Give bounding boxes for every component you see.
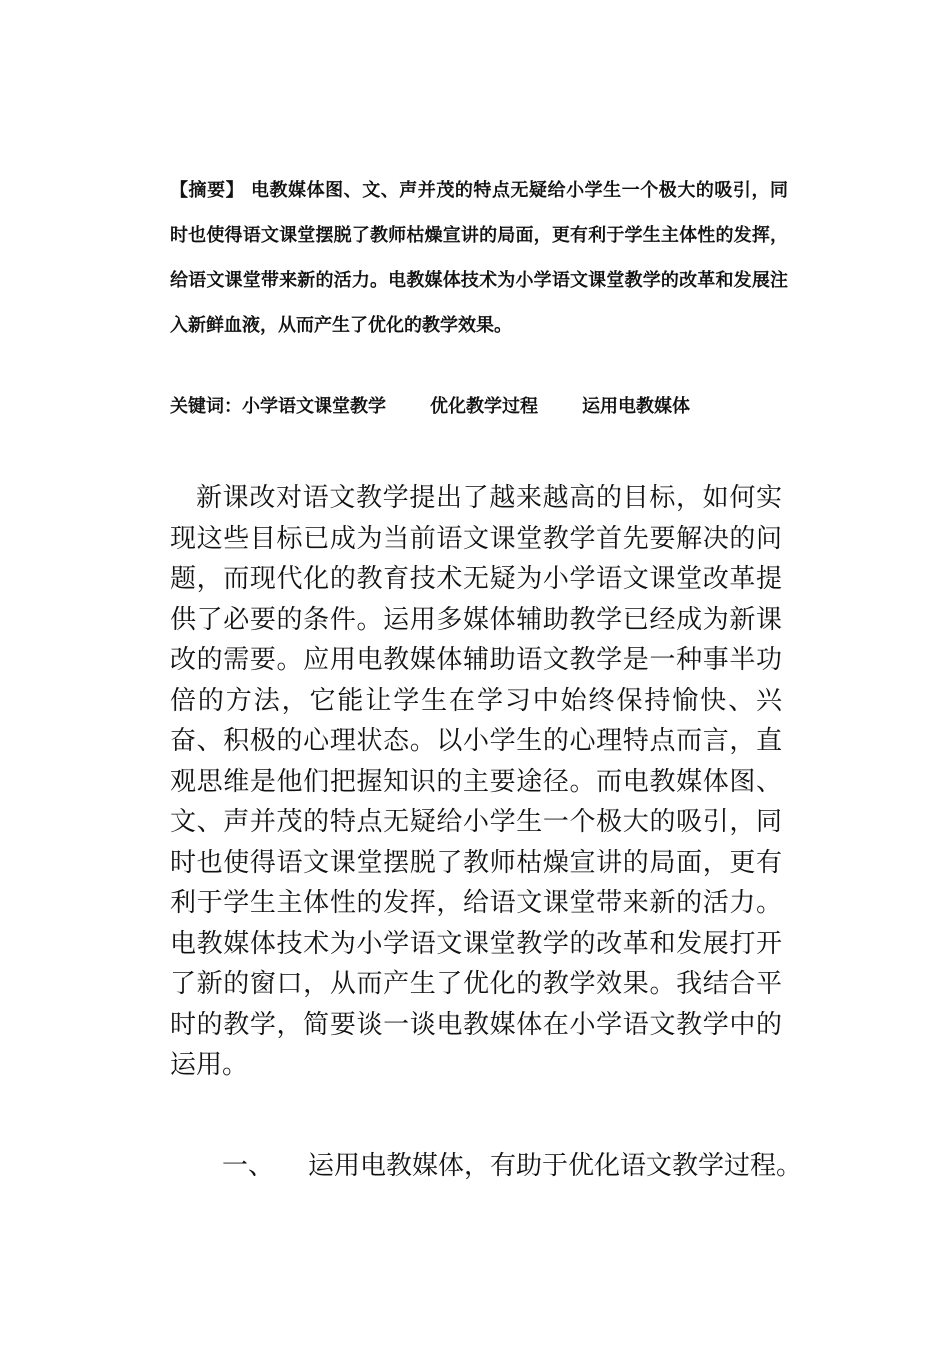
keyword-item: 小学语文课堂教学 bbox=[242, 396, 386, 417]
section-number: 一、 bbox=[222, 1151, 275, 1181]
section-title: 运用电教媒体，有助于优化语文教学过程。 bbox=[308, 1151, 803, 1181]
abstract-text: 电教媒体图、文、声并茂的特点无疑给小学生一个极大的吸引，同时也使得语文课堂摆脱了教师枯燥宣讲的局面，更有利于学生主体性的发挥，给语文课堂带来新的活力。电教媒体技术为小学语文课堂教学的改革和发展注入新鲜血液，从而产生了优化的教学效果。 bbox=[170, 180, 788, 336]
section-heading bbox=[222, 1146, 802, 1186]
keywords-line bbox=[170, 390, 788, 424]
abstract-paragraph bbox=[170, 168, 788, 348]
keywords-label: 关键词： bbox=[170, 396, 242, 417]
keyword-item: 运用电教媒体 bbox=[582, 396, 690, 417]
abstract-label: 【摘要】 bbox=[170, 180, 245, 201]
keyword-item: 优化教学过程 bbox=[430, 396, 538, 417]
body-paragraph: 新课改对语文教学提出了越来越高的目标，如何实现这些目标已成为当前语文课堂教学首先要解决的问题，而现代化的教育技术无疑为小学语文课堂改革提供了必要的条件。运用多媒体辅助教学已经成为新课改的需要。应用电教媒体辅助语文教学是一种事半功倍的方法，它能让学生在学习中始终保持愉快、兴奋、积极的心理状态。以小学生的心理特点而言，直观思维是他们把握知识的主要途径。而电教媒体图、文、声并茂的特点无疑给小学生一个极大的吸引，同时也使得语文课堂摆脱了教师枯燥宣讲的局面，更有利于学生主体性的发挥，给语文课堂带来新的活力。电教媒体技术为小学语文课堂教学的改革和发展打开了新的窗口，从而产生了优化的教学效果。我结合平时的教学，简要谈一谈电教媒体在小学语文教学中的运用。 bbox=[170, 483, 782, 1080]
